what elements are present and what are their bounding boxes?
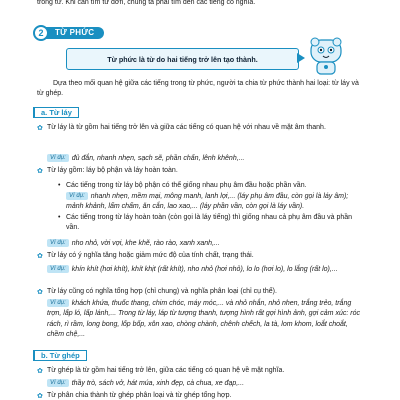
example: Ví dụ: khín khít (hơi khít), khít khịt (rất khít), nho nhỏ (hơi nhỏ), lo lo (hơi lo), lo lắng (rất lo),... [47,265,363,275]
bullet-icon: ✿ [37,393,43,400]
example: Ví dụ: thầy trò, sách vở, hát múa, xinh đẹp, cà chua, xe đạp,... [47,379,363,389]
list-item: ✿ Từ láy cũng có nghĩa tổng hợp (chỉ chung) và nghĩa phân loại (chỉ cụ thể). [37,287,363,297]
example-tag: Ví dụ: [66,192,88,200]
example-tag: Ví dụ: [47,239,69,247]
sub-list-item: • Các tiếng trong từ láy hoàn toàn (còn gọi là láy tiếng) thì giống nhau cả phụ âm đầu và phần vần. [58,214,353,232]
list-item: ✿ Từ ghép là từ gồm hai tiếng trở lên, giữa các tiếng có quan hệ về mặt nghĩa. [37,366,363,376]
list-item: ✿ Từ láy gồm: láy bộ phận và láy hoàn toàn. [37,166,363,176]
example-tag: Ví dụ: [47,379,69,387]
example: Ví dụ: khách khứa, thuốc thang, chim chóc, máy móc,... và nhỏ nhắn, nhỏ nhen, trắng trẻo, trắng trợn, lấp ló, lấp lánh,... Trong từ láy, láp từ tượng thanh, tượng hình rất gợi hình ảnh, gợi cảm xúc: róc rách, rì rầm, long bong, lốp bốp, xôn xao, chòng chành, chênh chếch, la tà, lom khom, loắt choắt, chềm chệ,... [47,300,360,339]
example-tag: Ví dụ: [47,265,69,273]
section-number: 2 [33,25,49,41]
list-item: ✿ Từ láy là từ gồm hai tiếng trở lên và giữa các tiếng có quan hệ với nhau về mặt âm thanh. [37,123,363,133]
example-tag: Ví dụ: [47,299,69,307]
speech-tail [297,53,305,63]
definition-box: Từ phức là từ do hai tiếng trở lên tạo thành. [66,48,299,70]
subheading-label: b. Từ ghép [35,350,87,361]
section-title: TỪ PHỨC [45,27,104,39]
list-item: ✿ Từ láy có ý nghĩa tăng hoặc giảm mức độ của tính chất, trạng thái. [37,251,363,261]
section-heading [33,26,104,40]
sub-list-item: • Các tiếng trong từ láy bộ phận có thể giống nhau phụ âm đầu hoặc phần vần. [58,182,307,189]
subheading-label: a. Từ láy [35,107,79,118]
intro-paragraph: Dựa theo mối quan hệ giữa các tiếng trong từ phức, người ta chia từ phức thành hai loại: từ láy và từ ghép. [37,80,359,98]
example-tag: Ví dụ: [47,154,69,162]
subheading-tu-lay [33,107,79,118]
mascot-robot-icon [307,36,345,76]
example: Ví dụ: nhanh nhẹn, mềm mại, mông manh, lanh lợi,... (láy phụ âm đầu, còn gọi là láy âm); mảnh khảnh, lẩm chẩm, ăn cắn, lao xao,... (láy phần vần, còn gọi là láy vần). [66,193,349,211]
bullet-icon: ✿ [37,368,43,375]
bullet-icon: ✿ [37,168,43,175]
example: Ví dụ: đủ đắn, nhanh nhẹn, sạch sẽ, phần chấn, lênh khênh,... [47,154,363,164]
bullet-icon: ✿ [37,289,43,296]
top-line: trong từ. Khi cần tìm từ đơn, chúng ta phải tìm đến các tiếng có nghĩa. [37,0,256,6]
subheading-tu-ghep [33,350,87,361]
example: Ví dụ: nho nhỏ, vời vợi, khe khẽ, rào rào, xanh xanh,... [47,239,363,249]
bullet-icon: ✿ [37,125,43,132]
list-item: ✿ Từ phân chia thành từ ghép phân loại và từ ghép tổng hợp. [37,391,363,400]
bullet-icon: ✿ [37,253,43,260]
